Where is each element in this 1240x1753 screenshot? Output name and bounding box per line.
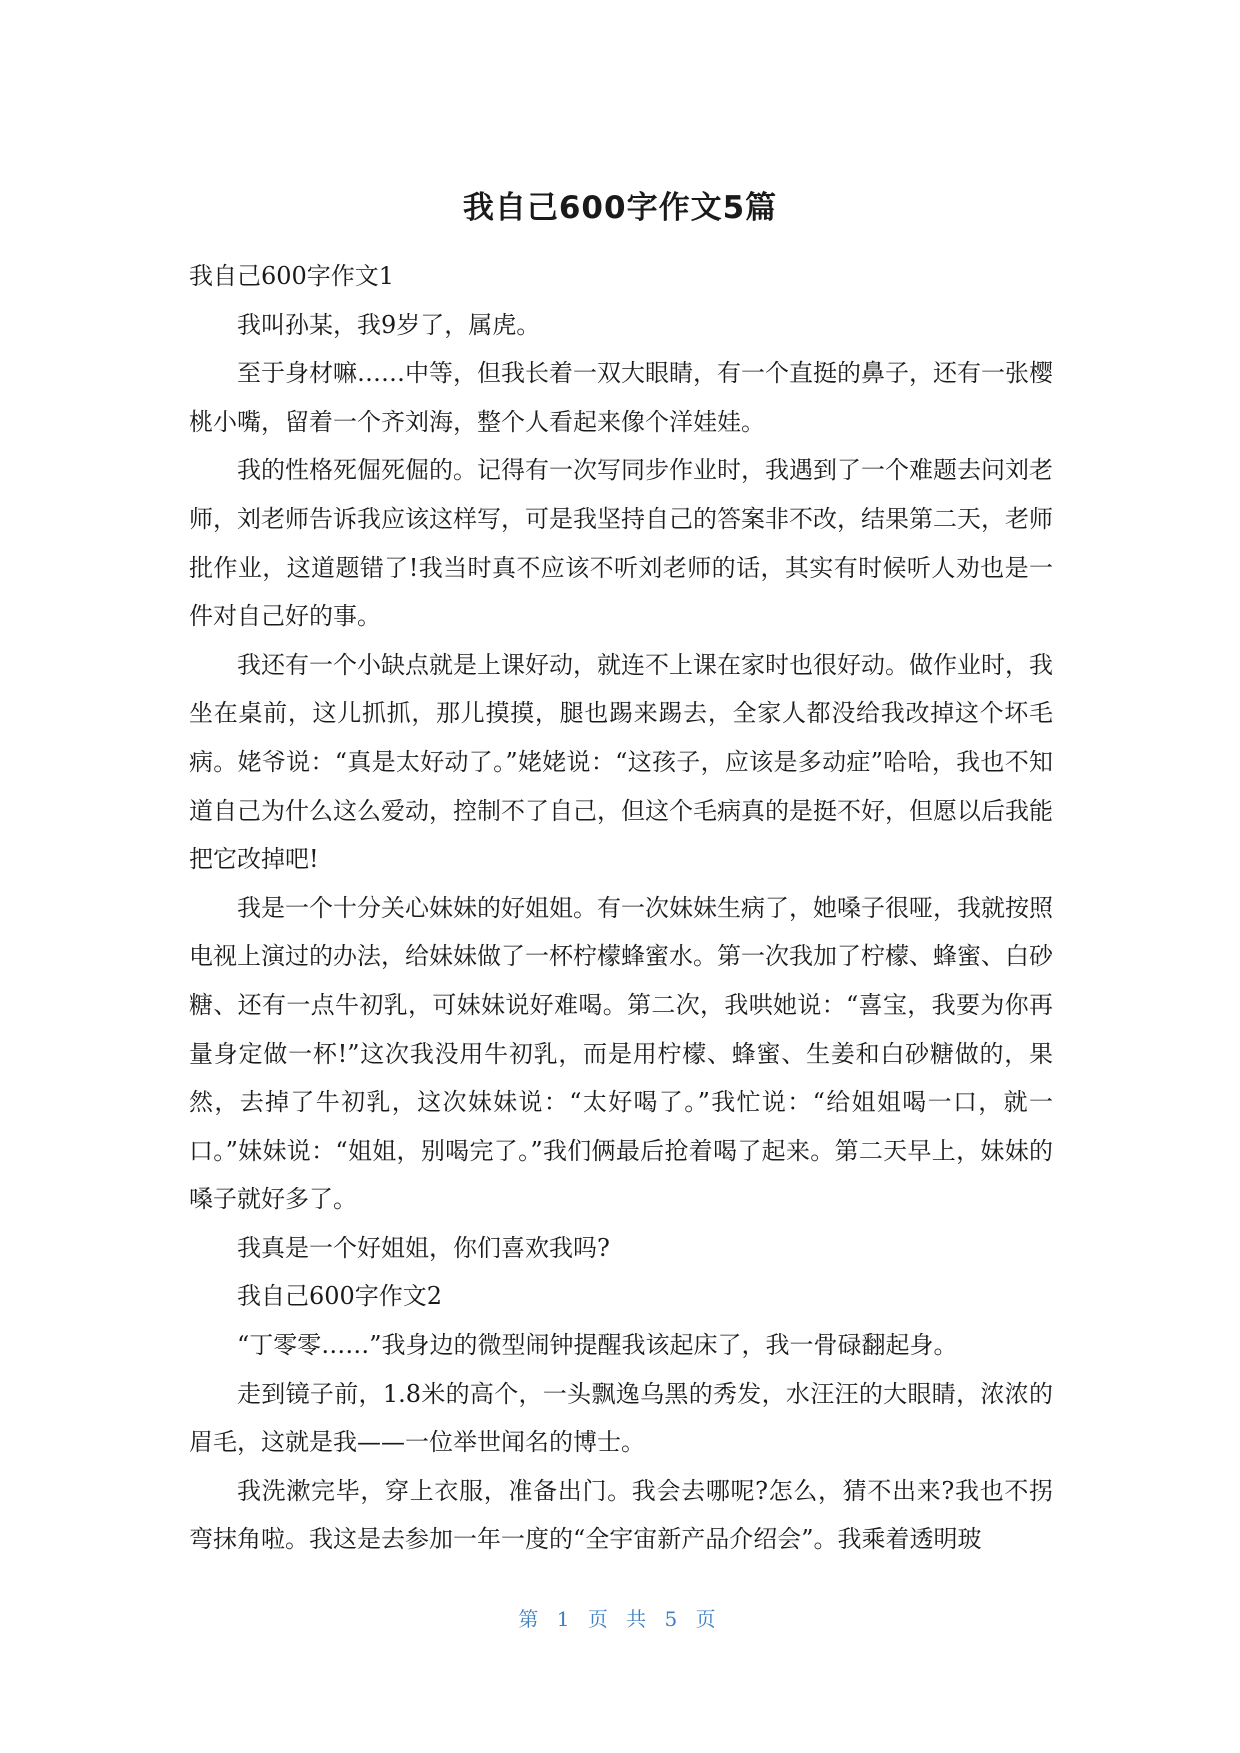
paragraph: 至于身材嘛……中等，但我长着一双大眼睛，有一个直挺的鼻子，还有一张樱桃小嘴，留着一个齐刘海，整个人看起来像个洋娃娃。 <box>189 359 1053 436</box>
page-footer: 第 1 页 共 5 页 <box>518 1607 722 1631</box>
paragraph: 我洗漱完毕，穿上衣服，准备出门。我会去哪呢?怎么，猜不出来?我也不拐弯抹角啦。我这是去参加一年一度的“全宇宙新产品介绍会”。我乘着透明玻 <box>189 1476 1053 1554</box>
paragraph: 我真是一个好姐姐，你们喜欢我吗? <box>237 1233 610 1262</box>
section-heading: 我自己600字作文2 <box>237 1282 443 1311</box>
paragraph: 我叫孙某，我9岁了，属虎。 <box>237 310 541 339</box>
paragraph: 我的性格死倔死倔的。记得有一次写同步作业时，我遇到了一个难题去问刘老师，刘老师告诉我应该这样写，可是我坚持自己的答案非不改，结果第二天，老师批作业，这道题错了!我当时真不应该不听刘老师的话，其实有时候听人劝也是一件对自己好的事。 <box>189 456 1053 631</box>
section-heading: 我自己600字作文1 <box>189 262 395 290</box>
paragraph: 走到镜子前，1.8米的高个，一头飘逸乌黑的秀发，水汪汪的大眼睛，浓浓的眉毛，这就是我——一位举世闻名的博士。 <box>189 1379 1053 1457</box>
paragraph: 我是一个十分关心妹妹的好姐姐。有一次妹妹生病了，她嗓子很哑，我就按照电视上演过的办法，给妹妹做了一杯柠檬蜂蜜水。第一次我加了柠檬、蜂蜜、白砂糖、还有一点牛初乳，可妹妹说好难喝。第二次，我哄她说：“喜宝，我要为你再量身定做一杯!”这次我没用牛初乳，而是用柠檬、蜂蜜、生姜和白砂糖做的，果然，去掉了牛初乳，这次妹妹说：“太好喝了。”我忙说：“给姐姐喝一口，就一口。”妹妹说：“姐姐，别喝完了。”我们俩最后抢着喝了起来。第二天早上，妹妹的嗓子就好多了。 <box>189 893 1053 1214</box>
paragraph: “丁零零……”我身边的微型闹钟提醒我该起床了，我一骨碌翻起身。 <box>237 1331 958 1360</box>
paragraph: 我还有一个小缺点就是上课好动，就连不上课在家时也很好动。做作业时，我坐在桌前，这儿抓抓，那儿摸摸，腿也踢来踢去，全家人都没给我改掉这个坏毛病。姥爷说：“真是太好动了。”姥姥说：“这孩子，应该是多动症”哈哈，我也不知道自己为什么这么爱动，控制不了自己，但这个毛病真的是挺不好，但愿以后我能把它改掉吧! <box>189 650 1053 874</box>
document-title: 我自己600字作文5篇 <box>462 190 778 226</box>
document-body <box>189 252 1053 1564</box>
